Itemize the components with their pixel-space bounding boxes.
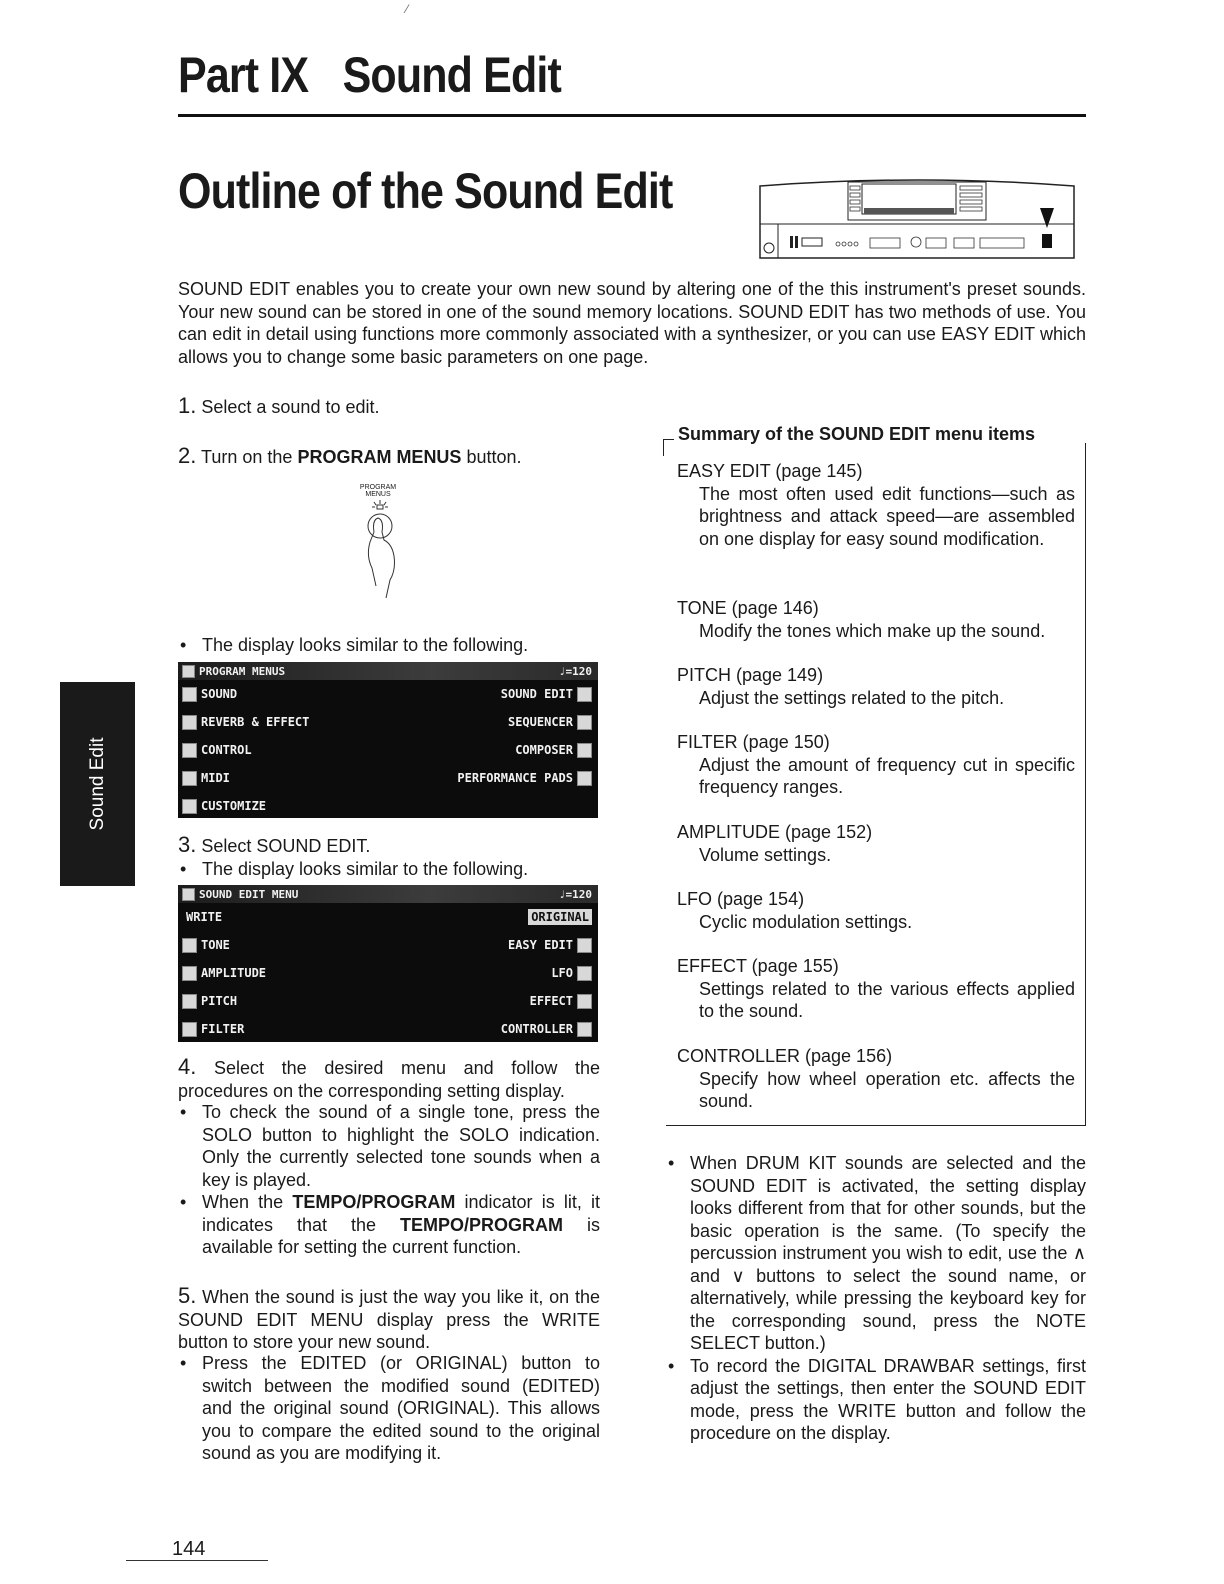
- summary-item-effect: [677, 955, 1075, 1023]
- lcd1-sequencer: SEQUENCER: [507, 715, 573, 729]
- lcd1-titlebar: [178, 662, 598, 680]
- lcd1-title: PROGRAM MENUS: [199, 664, 286, 678]
- summary-heading: Summary of the SOUND EDIT menu items: [678, 424, 1036, 444]
- summary-box-corner: [663, 439, 674, 456]
- finger-press-icon: [356, 498, 406, 602]
- control-icon: [182, 743, 197, 758]
- summary-item-lfo: [677, 888, 1075, 933]
- reverb-icon: [182, 715, 197, 730]
- part-title: [178, 46, 561, 104]
- lcd1-row: [178, 708, 598, 736]
- summary-item-amplitude: [677, 821, 1075, 866]
- tempo-program-note: [178, 1191, 600, 1259]
- keyboard-panel-illustration: [758, 172, 1076, 264]
- lcd1-composer: COMPOSER: [515, 743, 573, 757]
- lcd2-title: SOUND EDIT MENU: [199, 887, 299, 901]
- easy-edit-icon: [577, 938, 592, 953]
- step-5: [178, 1285, 600, 1354]
- summary-item-title: TONE (page 146): [677, 598, 819, 618]
- display-note-1-text: • The display looks similar to the following.: [178, 634, 598, 657]
- tempo-note-pre: When the: [202, 1192, 293, 1212]
- lcd2-titlebar: [178, 885, 598, 903]
- summary-item-easy-edit: [677, 460, 1075, 550]
- step-3-text: Select SOUND EDIT.: [201, 836, 371, 856]
- right-notes: [666, 1152, 1086, 1445]
- side-tab-label: Sound Edit: [86, 737, 108, 831]
- lcd2-controller: CONTROLLER: [500, 1022, 573, 1036]
- program-menus-label: PROGRAM MENUS: [297, 447, 462, 467]
- display-note-2-text: • The display looks similar to the following.: [178, 858, 598, 881]
- tempo-note-post: is available for setting the current function.: [202, 1214, 601, 1257]
- summary-item-pitch: [677, 664, 1075, 709]
- page-number: 144: [172, 1538, 206, 1560]
- summary-item-filter: [677, 731, 1075, 799]
- lcd2-row: [178, 931, 598, 959]
- sound-icon: [182, 687, 197, 702]
- step-5-bullets: [178, 1352, 600, 1465]
- summary-item-title: AMPLITUDE (page 152): [677, 822, 873, 842]
- tempo-note-mid: indicator is lit, it indicates that the: [202, 1192, 600, 1235]
- step-2: [178, 445, 522, 469]
- lcd2-tempo: ♩=120: [558, 887, 592, 901]
- step-5-number: 5.: [178, 1283, 197, 1308]
- step-2-text-pre: Turn on the: [201, 447, 298, 467]
- summary-item-controller: [677, 1045, 1075, 1113]
- sound-edit-menu-display: [178, 885, 598, 1042]
- summary-item-title: EASY EDIT (page 145): [677, 461, 863, 481]
- part-number: Part IX: [178, 47, 309, 103]
- lcd1-perf-pads: PERFORMANCE PADS: [457, 771, 573, 785]
- lcd1-reverb: REVERB & EFFECT: [201, 715, 310, 729]
- title-rule: [178, 114, 1086, 117]
- step-2-text-post: button.: [461, 447, 522, 467]
- button-label-line1: PROGRAM: [359, 484, 397, 491]
- lfo-icon: [577, 966, 592, 981]
- controller-icon: [577, 1022, 592, 1037]
- summary-item-desc: Settings related to the various effects applied to the sound.: [699, 978, 1075, 1021]
- tempo-program-label-1: TEMPO/PROGRAM: [292, 1192, 456, 1212]
- step-1-text: Select a sound to edit.: [201, 397, 380, 417]
- step-5-text: When the sound is just the way you like it, on the SOUND EDIT MENU display press the WRITE button to store your new sound.: [178, 1287, 600, 1352]
- lcd2-pitch: PITCH: [201, 994, 238, 1008]
- summary-item-desc: Adjust the settings related to the pitch.: [699, 687, 1005, 708]
- step-1: [178, 395, 380, 419]
- customize-icon: [182, 799, 197, 814]
- lcd2-row: [178, 1015, 598, 1043]
- menu-icon: [182, 665, 195, 678]
- effect-icon: [577, 994, 592, 1009]
- step-3: [178, 834, 370, 858]
- lcd2-row: [178, 959, 598, 987]
- performance-pads-icon: [577, 771, 592, 786]
- lcd2-amplitude: AMPLITUDE: [201, 966, 267, 980]
- step-2-number: 2.: [178, 443, 197, 468]
- lcd1-row: [178, 736, 598, 764]
- summary-item-desc: Specify how wheel operation etc. affects the sound.: [699, 1068, 1075, 1111]
- lcd2-row: [178, 903, 598, 931]
- midi-icon: [182, 771, 197, 786]
- program-menus-display: [178, 662, 598, 818]
- lcd1-customize: CUSTOMIZE: [201, 799, 267, 813]
- lcd1-row: [178, 680, 598, 708]
- lcd1-sound-edit: SOUND EDIT: [500, 687, 573, 701]
- step-1-number: 1.: [178, 393, 197, 418]
- lcd1-control: CONTROL: [201, 743, 252, 757]
- lcd2-row: [178, 987, 598, 1015]
- lcd2-write: WRITE: [186, 910, 223, 924]
- lcd2-effect: EFFECT: [529, 994, 573, 1008]
- summary-item-title: LFO (page 154): [677, 889, 805, 909]
- digital-drawbar-note: • To record the DIGITAL DRAWBAR settings, first adjust the settings, then enter the SOUND EDIT mode, press the WRITE button and follow the procedure on the display.: [666, 1355, 1086, 1445]
- amplitude-icon: [182, 966, 197, 981]
- summary-item-title: PITCH (page 149): [677, 665, 824, 685]
- lcd2-easy-edit: EASY EDIT: [507, 938, 573, 952]
- section-side-tab: [60, 682, 135, 886]
- drum-kit-note: • When DRUM KIT sounds are selected and the SOUND EDIT is activated, the setting display looks different from that for other sounds, but the basic operation is the same. (To specify the percussion instrument you wish to edit, use the ∧ and ∨ buttons to select the sound name, or alternatively, while pressing the keyboard key for the corresponding sound, press the NOTE SELECT button.): [666, 1152, 1086, 1355]
- summary-item-title: FILTER (page 150): [677, 732, 830, 752]
- intro-paragraph: SOUND EDIT enables you to create your own new sound by altering one of the this instrument's preset sounds. Your new sound can be stored in one of the sound memory locations. SOUND EDIT has two methods of use. You can edit in detail using functions more commonly associated with a synthesizer, or you can use EASY EDIT which allows you to change some basic parameters on one page.: [178, 279, 1086, 367]
- lcd1-sound: SOUND: [201, 687, 238, 701]
- button-label: [358, 484, 398, 498]
- lcd2-filter: FILTER: [201, 1022, 245, 1036]
- summary-item-desc: Volume settings.: [699, 844, 832, 865]
- step-4-text: Select the desired menu and follow the procedures on the corresponding setting display.: [178, 1058, 600, 1101]
- filter-icon: [182, 1022, 197, 1037]
- scan-mark: ⁄: [406, 2, 409, 16]
- sound-edit-icon: [182, 888, 195, 901]
- summary-item-tone: [677, 597, 1075, 642]
- lcd1-tempo: ♩=120: [558, 664, 592, 678]
- tempo-program-label-2: TEMPO/PROGRAM: [400, 1214, 564, 1235]
- summary-item-desc: Adjust the amount of frequency cut in specific frequency ranges.: [699, 754, 1075, 797]
- edited-original-note: • Press the EDITED (or ORIGINAL) button to switch between the modified sound (EDITED) and the original sound (ORIGINAL). This allows you to compare the edited sound to the original sound as you are modifying it.: [178, 1352, 600, 1465]
- part-name: Sound Edit: [342, 47, 561, 103]
- step-3-number: 3.: [178, 832, 197, 857]
- lcd2-tone: TONE: [201, 938, 230, 952]
- page-number-rule: [126, 1560, 268, 1561]
- summary-item-desc: The most often used edit functions—such as brightness and attack speed—are assembled on one display for easy sound modification.: [699, 483, 1075, 549]
- composer-icon: [577, 743, 592, 758]
- step-4-number: 4.: [178, 1054, 197, 1079]
- display-note-2: [178, 858, 598, 881]
- button-label-line2: MENUS: [365, 491, 391, 498]
- step-4-bullets: [178, 1101, 600, 1259]
- lcd1-row: [178, 764, 598, 792]
- lcd1-row: [178, 792, 598, 820]
- sequencer-icon: [577, 715, 592, 730]
- solo-note: • To check the sound of a single tone, press the SOLO button to highlight the SOLO indication. Only the currently selected tone sounds when a key is played.: [178, 1101, 600, 1191]
- sound-edit-icon: [577, 687, 592, 702]
- lcd2-original: ORIGINAL: [528, 909, 592, 925]
- section-title: Outline of the Sound Edit: [178, 163, 673, 219]
- summary-item-title: CONTROLLER (page 156): [677, 1046, 893, 1066]
- pitch-icon: [182, 994, 197, 1009]
- lcd1-midi: MIDI: [201, 771, 230, 785]
- display-note-1: [178, 634, 598, 657]
- step-4: [178, 1056, 600, 1102]
- summary-item-title: EFFECT (page 155): [677, 956, 839, 976]
- lcd2-lfo: LFO: [551, 966, 573, 980]
- summary-item-desc: Cyclic modulation settings.: [699, 911, 913, 932]
- summary-item-desc: Modify the tones which make up the sound.: [699, 620, 1046, 641]
- tone-icon: [182, 938, 197, 953]
